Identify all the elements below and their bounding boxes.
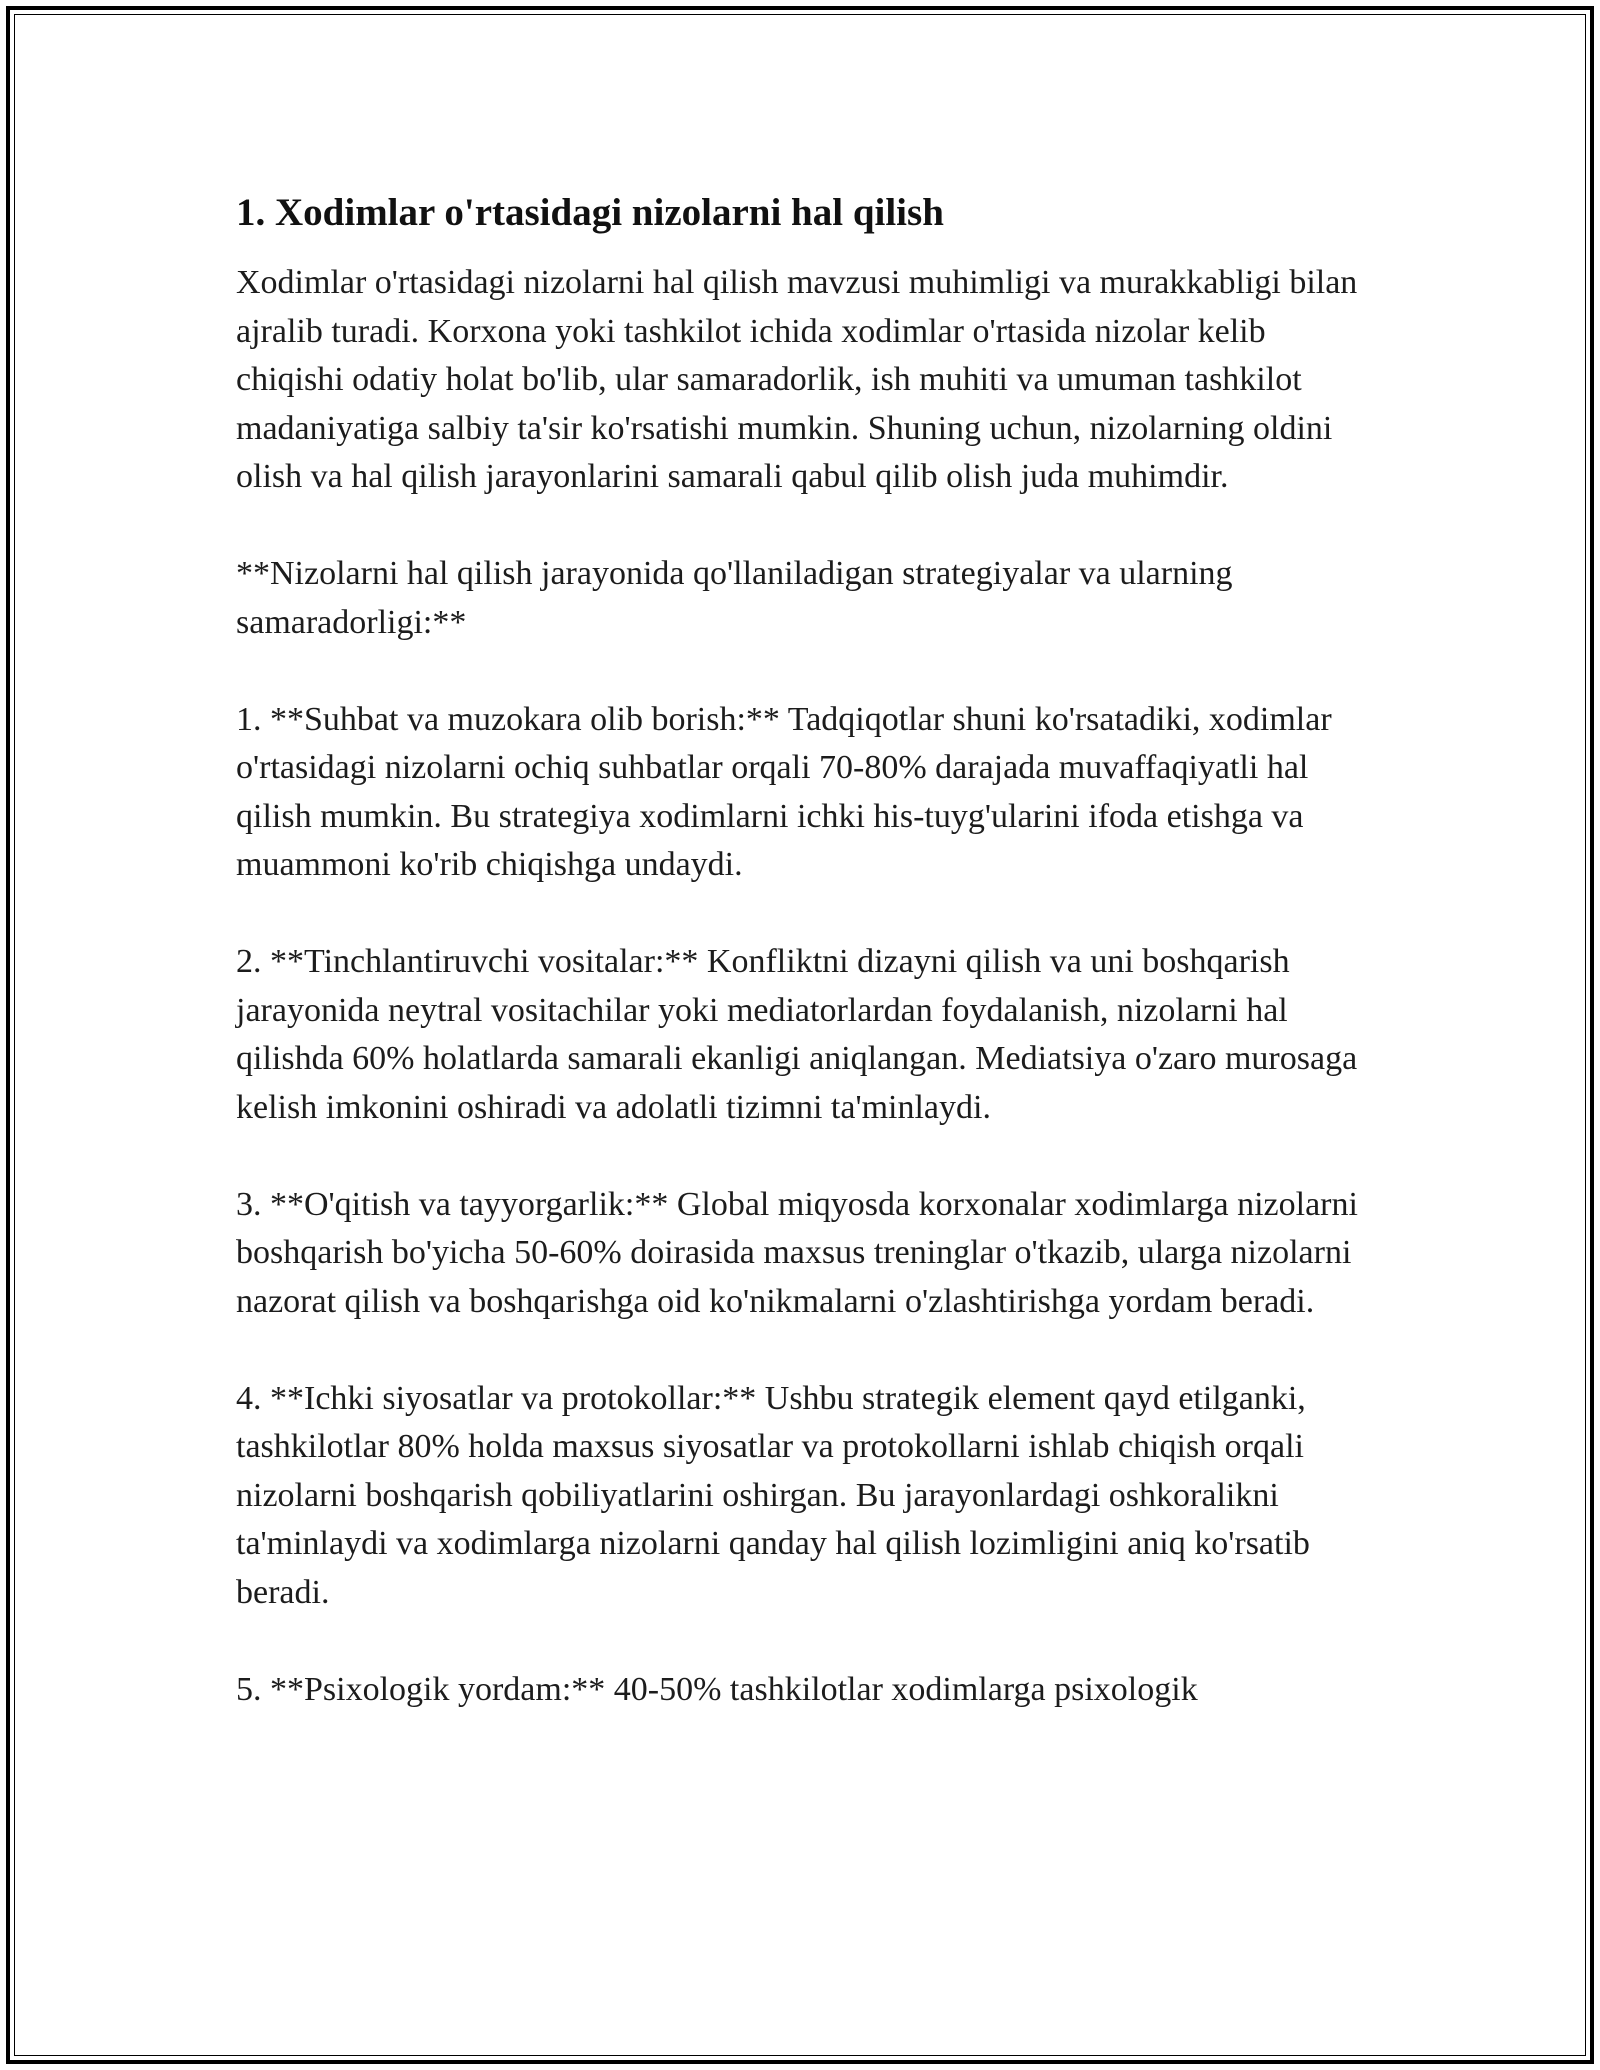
- intro-paragraph: Xodimlar o'rtasidagi nizolarni hal qilish mavzusi muhimligi va murakkabligi bilan ajralib turadi. Korxona yoki tashkilot ichida xodimlar o'rtasida nizolar kelib chiqishi odatiy holat bo'lib, ular samaradorlik, ish muhiti va umuman tashkilot madaniyatiga salbiy ta'sir ko'rsatishi mumkin. Shuning uchun, nizolarning oldini olish va hal qilish jarayonlarini samarali qabul qilib olish juda muhimdir.: [236, 264, 1358, 495]
- strategy-item-1: 1. **Suhbat va muzokara olib borish:** Tadqiqotlar shuni ko'rsatadiki, xodimlar o'rtasidagi nizolarni ochiq suhbatlar orqali 70-80% darajada muvaffaqiyatli hal qilish mumkin. Bu strategiya xodimlarni ichki his-tuyg'ularini ifoda etishga va muammoni ko'rib chiqishga undaydi.: [236, 700, 1332, 883]
- strategy-item-5: 5. **Psixologik yordam:** 40-50% tashkilotlar xodimlarga psixologik: [236, 1670, 1198, 1708]
- document-title: 1. Xodimlar o'rtasidagi nizolarni hal qilish: [236, 191, 944, 234]
- strategy-item-3: 3. **O'qitish va tayyorgarlik:** Global miqyosda korxonalar xodimlarga nizolarni boshqarish bo'yicha 50-60% doirasida maxsus treninglar o'tkazib, ularga nizolarni nazorat qilish va boshqarishga oid ko'nikmalarni o'zlashtirishga yordam beradi.: [236, 1185, 1358, 1320]
- document-body: [236, 180, 1366, 1714]
- strategy-item-2: 2. **Tinchlantiruvchi vositalar:** Konfliktni dizayni qilish va uni boshqarish jarayonida neytral vositachilar yoki mediatorlardan foydalanish, nizolarni hal qilishda 60% holatlarda samarali ekanligi aniqlangan. Mediatsiya o'zaro murosaga kelish imkonini oshiradi va adolatli tizimni ta'minlaydi.: [236, 943, 1358, 1126]
- strategies-heading-paragraph: **Nizolarni hal qilish jarayonida qo'llaniladigan strategiyalar va ularning samaradorligi:**: [236, 555, 1233, 641]
- strategy-item-4: 4. **Ichki siyosatlar va protokollar:** Ushbu strategik element qayd etilganki, tashkilotlar 80% holda maxsus siyosatlar va protokollarni ishlab chiqish orqali nizolarni boshqarish qobiliyatlarini oshirgan. Bu jarayonlardagi oshkoralikni ta'minlaydi va xodimlarga nizolarni qanday hal qilish lozimligini aniq ko'rsatib beradi.: [236, 1379, 1310, 1611]
